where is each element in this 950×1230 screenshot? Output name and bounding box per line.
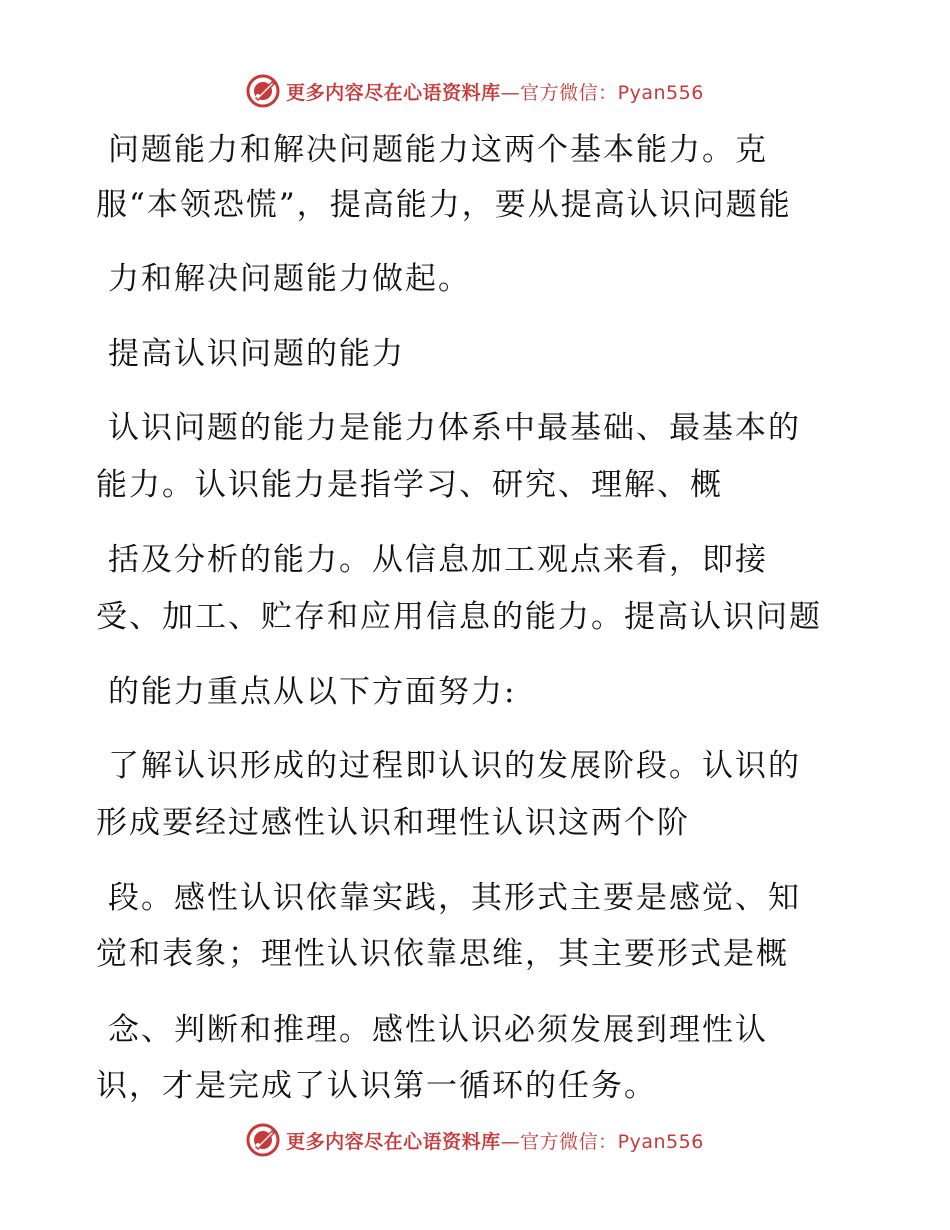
paragraph-line: 了解认识形成的过程即认识的发展阶段。认识的 (108, 748, 801, 784)
paragraph-line: 力和解决问题能力做起。 (108, 261, 471, 297)
footer-wechat-text: 官方微信：Pyan556 (520, 1130, 704, 1153)
paragraph-line: 能力。认识能力是指学习、研究、理解、概 (96, 467, 723, 503)
paragraph-line: 觉和表象；理性认识依靠思维，其主要形式是概 (96, 936, 789, 972)
footer-banner (0, 1120, 950, 1160)
paragraph-line: 形成要经过感性认识和理性认识这两个阶 (96, 805, 690, 841)
footer-site-text: 更多内容尽在心语资料库 (286, 1130, 501, 1153)
paragraph-line: 问题能力和解决问题能力这两个基本能力。克 (108, 132, 768, 168)
paragraph-line: 服“本领恐慌”，提高能力，要从提高认识问题能 (96, 187, 792, 223)
section-heading: 提高认识问题的能力 (108, 336, 405, 372)
paragraph-line: 受、加工、贮存和应用信息的能力。提高认识问题 (96, 599, 822, 635)
paragraph-line: 念、判断和推理。感性认识必须发展到理性认 (108, 1012, 768, 1048)
paragraph-line: 识，才是完成了认识第一循环的任务。 (96, 1068, 657, 1104)
paragraph-line: 括及分析的能力。从信息加工观点来看，即接 (108, 542, 768, 578)
footer-banner-inner (246, 1123, 704, 1157)
header-dash: — (500, 81, 521, 104)
header-site-text: 更多内容尽在心语资料库 (286, 81, 501, 104)
paragraph-line: 认识问题的能力是能力体系中最基础、最基本的 (108, 410, 801, 446)
header-wechat-text: 官方微信：Pyan556 (520, 81, 704, 104)
footer-dash: — (500, 1130, 521, 1153)
paragraph-line: 的能力重点从以下方面努力: (108, 674, 517, 710)
paragraph-line: 段。感性认识依靠实践，其形式主要是感觉、知 (108, 880, 801, 916)
footer-banner-text (286, 1127, 704, 1154)
pen-logo-icon (246, 1123, 280, 1157)
